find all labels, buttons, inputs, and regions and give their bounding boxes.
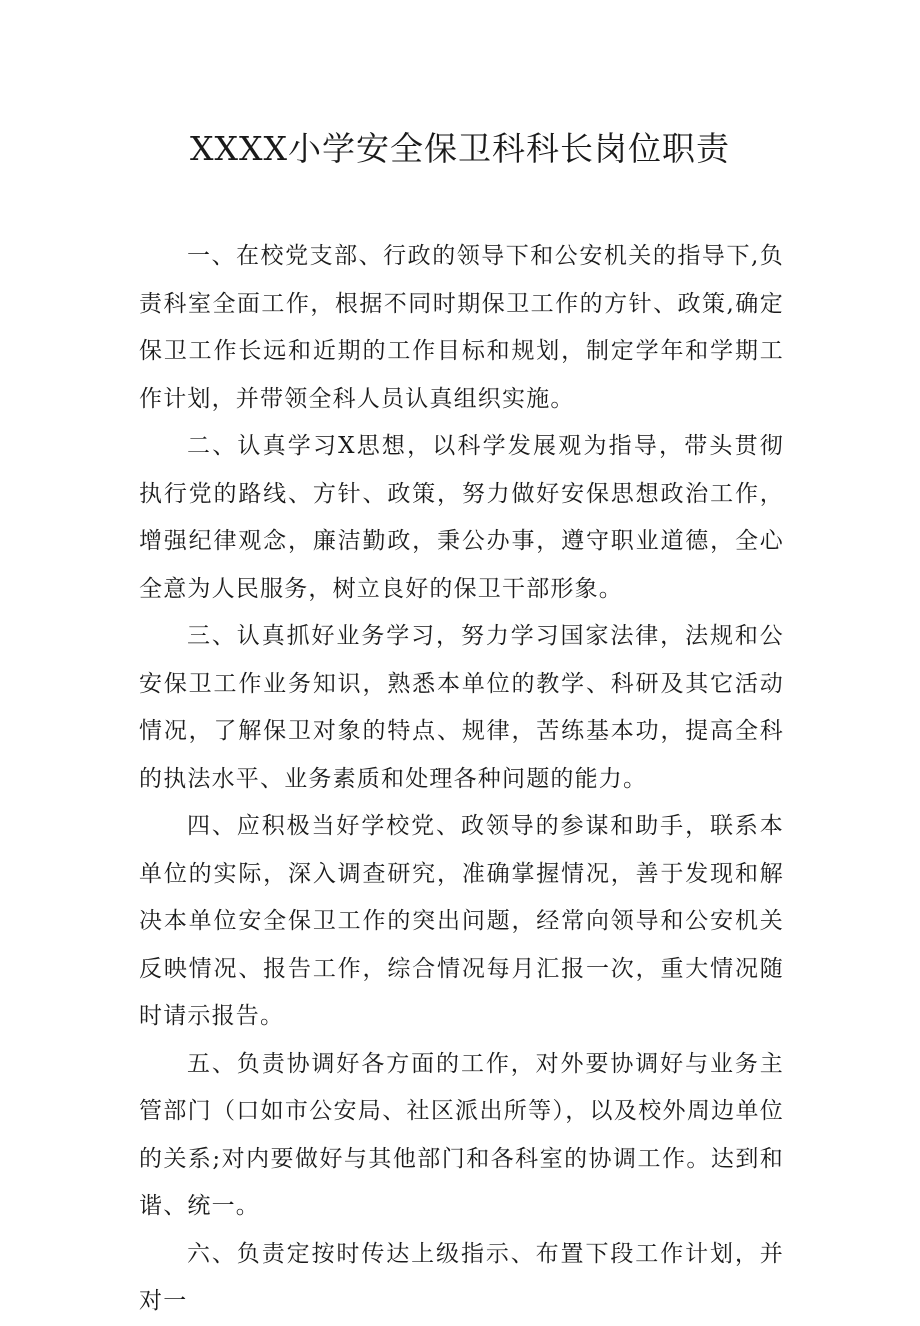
paragraph-4: 四、应积极当好学校党、政领导的参谋和助手，联系本单位的实际，深入调查研究，准确掌握情况，善于发现和解决本单位安全保卫工作的突出问题，经常向领导和公安机关反映情况、报告工作，综合情况每月汇报一次，重大情况随时请示报告。: [139, 813, 784, 1029]
paragraph-3: 三、认真抓好业务学习，努力学习国家法律，法规和公安保卫工作业务知识，熟悉本单位的教学、科研及其它活动情况，了解保卫对象的特点、规律，苦练基本功，提高全科的执法水平、业务素质和处理各种问题的能力。: [139, 623, 784, 792]
paragraph-5: 五、负责协调好各方面的工作，对外要协调好与业务主管部门（口如市公安局、社区派出所等），以及校外周边单位的关系;对内要做好与其他部门和各科室的协调工作。达到和谐、统一。: [139, 1050, 784, 1219]
paragraph-6: 六、负责定按时传达上级指示、布置下段工作计划，并对一: [139, 1240, 784, 1314]
paragraph-1: 一、在校党支部、行政的领导下和公安机关的指导下,负责科室全面工作，根据不同时期保卫工作的方针、政策,确定保卫工作长远和近期的工作目标和规划，制定学年和学期工作计划，并带领全科人员认真组织实施。: [139, 243, 784, 412]
document-title: XXXX小学安全保卫科科长岗位职责: [190, 129, 730, 168]
paragraph-2: 二、认真学习X思想，以科学发展观为指导，带头贯彻执行党的路线、方针、政策，努力做好安保思想政治工作，增强纪律观念，廉洁勤政，秉公办事，遵守职业道德，全心全意为人民服务，树立良好的保卫干部形象。: [139, 433, 784, 602]
document-body: [139, 233, 784, 1326]
